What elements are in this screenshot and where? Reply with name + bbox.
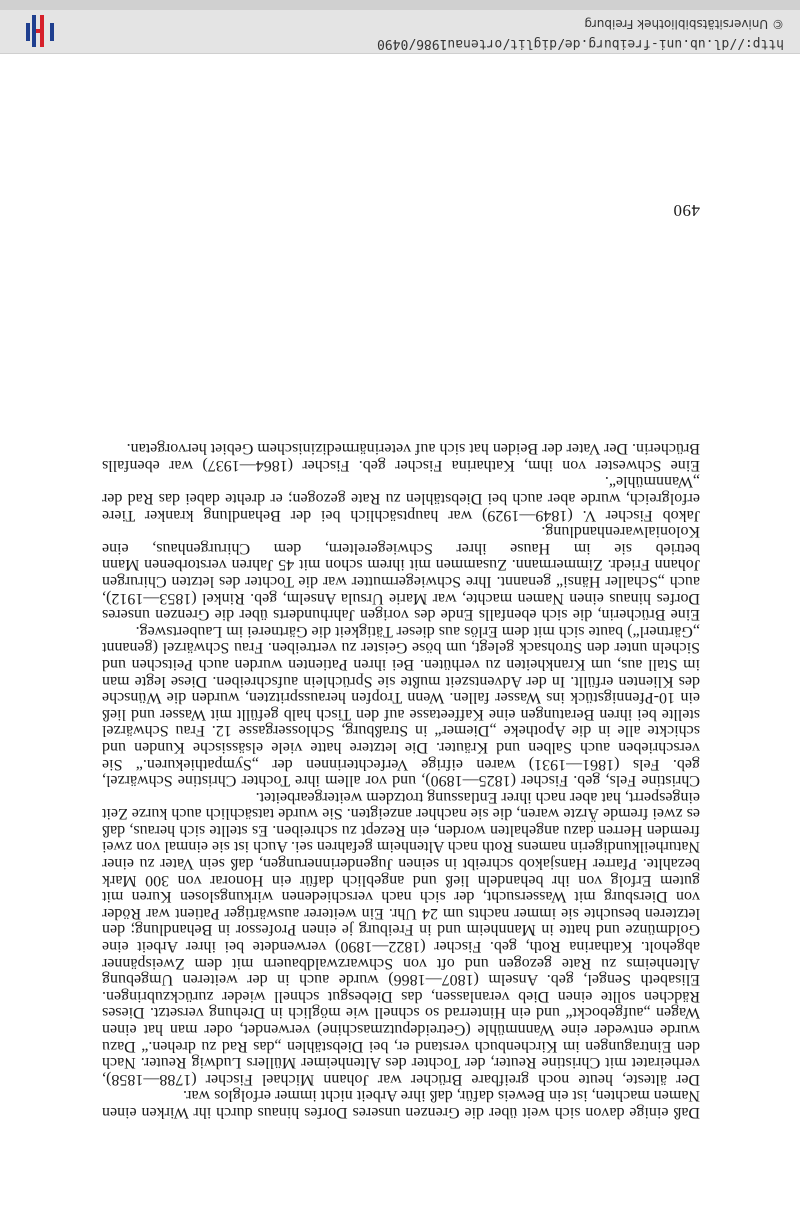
viewer-footer	[0, 9, 800, 54]
book-page-text	[102, 440, 700, 1120]
paragraph: Daß einige davon sich weit über die Grenzen unseres Dorfes hinaus durch ihr Wirken einen Namen machten, ist ein Beweis dafür, daß ihre Arbeit nicht immer erfolglos war.	[102, 1087, 700, 1121]
paragraph: Jakob Fischer V. (1849—1929) war hauptsächlich bei der Behandlung kranker Tiere erfolgreich, wurde aber auch bei Diebstählen zu Rate gezogen; er drehte dabei das Rad der „Wannmühle“.	[102, 473, 700, 524]
paragraph: Christine Fels, geb. Fischer (1825—1890), und vor allem ihre Tochter Christine Schwärzel, geb. Fels (1861—1931) waren eifrige Verfechterinnen der „Sympathiekuren.“ Sie verschrieben auch Salben und Kräuter. Die letztere hatte viele elsässische Kunden und schickte alle in die Apotheke „Diemer“ in Straßburg, Schlossergasse 12. Frau Schwärzel stellte bei ihren Beratungen eine Kaffeetasse auf den Tisch halb gefüllt mit Wasser und ließ ein 10-Pfennigstück ins Wasser fallen. Wenn Tropfen herausspritzten, wurden die Wünsche des Klienten erfüllt. In der Adventszeit mußte sie Sprüchlein aufschreiben. Diese legte man im Stall aus, um Krankheiten zu verhüten. Bei ihren Patienten wurden auch Peitschen und Sicheln unter den Strohsack gelegt, um böse Geister zu vertreiben. Frau Schwärzel (genannt „Gärtnerl“) baute sich mit dem Erlös aus dieser Tätigkeit die Gärtnerei im Laubertsweg.	[102, 622, 700, 790]
paragraph: Eine Schwester von ihm, Katharina Fischer geb. Fischer (1864—1937) war ebenfalls Brücherin. Der Vater der Beiden hat sich auf veterinärmedizinischem Gebiet hervorgetan.	[102, 440, 700, 474]
copyright-notice: © Universitätsbibliothek Freiburg	[584, 17, 784, 31]
scan-edge	[0, 0, 800, 10]
paragraph: Der älteste, heute noch greifbare Brücher war Johann Michael Fischer (1788—1858), verheiratet mit Christine Reuter, der Tochter des Altenheimer Müllers Ludwig Reuter. Nach den Eintragungen im Kirchenbuch verstand er, bei Diebstählen „das Rad zu drehen.“ Dazu wurde entweder eine Wannmühle (Getreideputzmaschine) verwendet, oder man hat einen Wagen „aufgebockt“ und ein Hinterrad so schnell wie möglich in Drehung versetzt. Dieses Rädchen sollte einen Dieb veranlassen, das Diebesgut schnell wieder zurückzubringen. Elisabeth Sengel, geb. Anselm (1807—1866) wurde auch in der weiteren Umgebung Altenheims zu Rate gezogen und oft von Schwarzwaldbauern mit dem Zweispänner abgeholt. Katharina Roth, geb. Fischer (1822—1890) verwendete bei ihrer Arbeit eine Goldmünze und hatte in Mannheim und in Freiburg je einen Professor in Behandlung; den letzteren besuchte sie immer nachts um 24 Uhr. Ein weiterer auswärtiger Patient war Röder von Diersburg mit Wassersucht, der sich nach verschiedenen wirkungslosen Kuren mit gutem Erfolg von ihr behandeln ließ und angeblich dafür ein Honorar von 300 Mark bezahlte. Pfarrer Hansjakob schreibt in seinen Jugenderinnerungen, daß sein Vater zu einer Naturheilkundigerin namens Roth nach Altenheim gefahren sei. Auch ist sie einmal von zwei fremden Herren dazu angehalten worden, ein Rezept zu schreiben. Es stellte sich heraus, daß es zwei fremde Ärzte waren, die sie nachher anzeigten. Sie wurde tatsächlich auch kurze Zeit eingesperrt, hat aber nach ihrer Entlassung trotzdem weitergearbeitet.	[102, 788, 700, 1088]
page-url-link[interactable]: http://dl.ub.uni-freiburg.de/diglit/ortenau1986/0490	[377, 36, 784, 51]
paragraph: Eine Brücherin, die sich ebenfalls Ende des vorigen Jahrhunderts über die Grenzen unseres Dorfes hinaus einen Namen machte, war Marie Ursula Anselm, geb. Rinkel (1853—1912), auch „Schaller Hänsi“ genannt. Ihre Schwiegermutter war die Tochter des letzten Chirurgen Johann Friedr. Zimmermann. Zusammen mit ihrem schon mit 45 Jahren verstorbenen Mann betrieb sie im Hause ihrer Schwiegereltern, dem Chirurgenhaus, eine Kolonialwarenhandlung.	[102, 523, 700, 624]
ub-freiburg-logo-icon	[22, 13, 58, 49]
page-number: 490	[673, 201, 700, 220]
